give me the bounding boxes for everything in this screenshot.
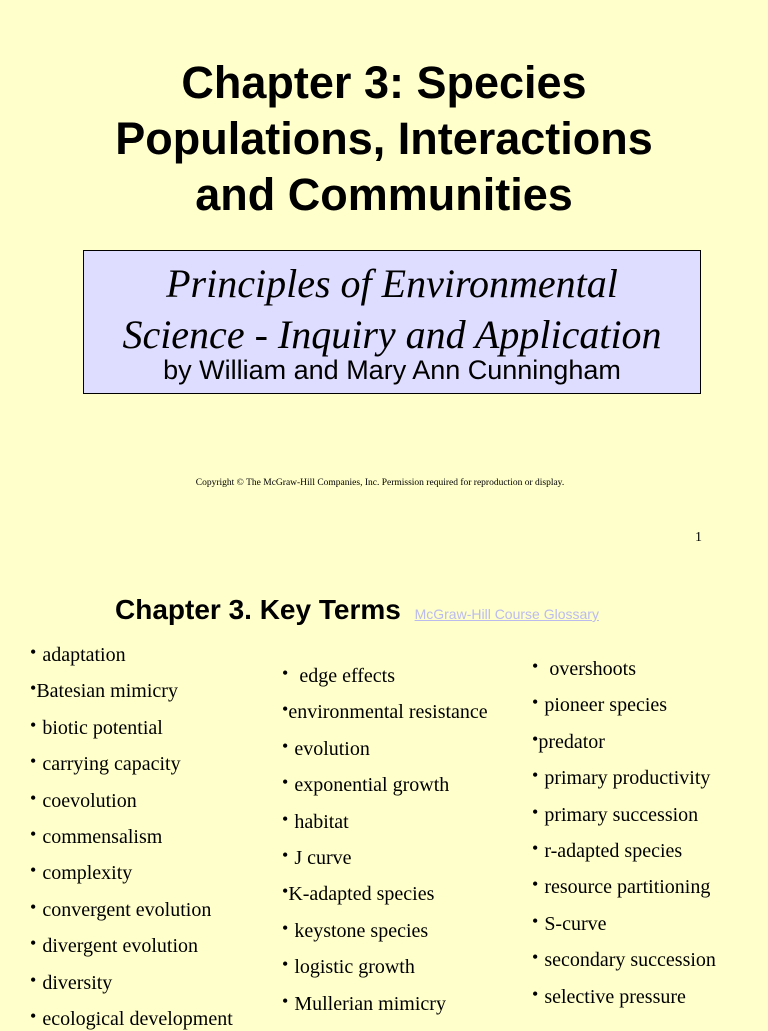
book-authors: by William and Mary Ann Cunningham — [163, 355, 621, 385]
key-term-label: predator — [538, 731, 605, 753]
key-term-label: overshoots — [544, 658, 636, 680]
key-term-label: r-adapted species — [544, 840, 683, 862]
key-term-item — [30, 789, 137, 813]
key-term-label: logistic growth — [294, 956, 415, 978]
bullet-icon: • — [30, 824, 37, 844]
key-term-label: Mullerian mimicry — [294, 993, 446, 1015]
key-term-item — [30, 825, 162, 849]
key-term-label: edge effects — [294, 665, 395, 687]
key-term-label: carrying capacity — [42, 753, 181, 775]
key-term-label: convergent evolution — [42, 899, 212, 921]
key-term-label: selective pressure — [544, 986, 686, 1008]
bullet-icon: • — [30, 678, 37, 698]
key-term-item — [30, 934, 198, 958]
key-term-item — [532, 875, 710, 899]
bullet-icon: • — [532, 874, 539, 894]
key-term-item — [532, 912, 607, 936]
key-term-label: pioneer species — [544, 694, 668, 716]
key-term-label: exponential growth — [294, 774, 450, 796]
key-term-item — [532, 985, 686, 1009]
key-term-item — [282, 737, 370, 761]
key-term-item — [282, 882, 434, 906]
key-term-item — [282, 992, 446, 1016]
key-terms-heading: Chapter 3. Key Terms — [115, 594, 401, 625]
key-term-item — [282, 955, 415, 979]
key-term-item — [30, 898, 211, 922]
bullet-icon: • — [532, 984, 539, 1004]
bullet-icon: • — [282, 772, 289, 792]
slide-title-line: Populations, Interactions — [115, 113, 653, 164]
key-term-item — [532, 657, 636, 681]
key-term-label: S-curve — [544, 913, 607, 935]
bullet-icon: • — [282, 736, 289, 756]
bullet-icon: • — [30, 897, 37, 917]
bullet-icon: • — [30, 642, 37, 662]
bullet-icon: • — [532, 729, 539, 749]
bullet-icon: • — [532, 802, 539, 822]
key-term-label: coevolution — [42, 790, 137, 812]
bullet-icon: • — [282, 881, 289, 901]
key-term-item — [30, 971, 112, 995]
glossary-link[interactable]: McGraw-Hill Course Glossary — [414, 606, 599, 622]
slide-title-line: and Communities — [195, 169, 573, 220]
key-term-item — [30, 643, 126, 667]
key-term-item — [282, 810, 349, 834]
key-terms-title — [115, 594, 599, 626]
key-term-item — [282, 664, 395, 688]
key-term-label: environmental resistance — [288, 701, 488, 723]
key-term-label: Batesian mimicry — [36, 680, 178, 702]
key-term-label: J curve — [294, 847, 352, 869]
bullet-icon: • — [30, 788, 37, 808]
key-term-label: complexity — [42, 862, 133, 884]
key-term-item — [30, 1007, 233, 1031]
bullet-icon: • — [30, 860, 37, 880]
book-title-line: Science - Inquiry and Application — [122, 312, 662, 357]
key-term-item — [532, 730, 605, 754]
key-term-item — [30, 716, 163, 740]
key-term-label: divergent evolution — [42, 935, 199, 957]
key-term-label: resource partitioning — [544, 876, 711, 898]
book-title — [84, 251, 700, 360]
copyright-notice: Copyright © The McGraw-Hill Companies, Inc. Permission required for reproduction or display. — [195, 478, 565, 488]
bullet-icon: • — [532, 947, 539, 967]
bullet-icon: • — [30, 933, 37, 953]
key-term-item — [30, 752, 181, 776]
key-term-item — [282, 700, 488, 724]
bullet-icon: • — [282, 954, 289, 974]
bullet-icon: • — [30, 751, 37, 771]
bullet-icon: • — [30, 1006, 37, 1026]
bullet-icon: • — [532, 911, 539, 931]
bullet-icon: • — [282, 809, 289, 829]
key-term-item — [532, 948, 716, 972]
bullet-icon: • — [282, 699, 289, 719]
book-title-line: Principles of Environmental — [166, 261, 618, 306]
bullet-icon: • — [282, 991, 289, 1011]
key-term-label: ecological development — [42, 1008, 233, 1030]
key-term-item — [532, 693, 667, 717]
key-term-item — [532, 803, 698, 827]
key-term-label: primary succession — [544, 804, 699, 826]
bullet-icon: • — [282, 918, 289, 938]
bullet-icon: • — [30, 970, 37, 990]
key-term-label: K-adapted species — [288, 883, 435, 905]
bullet-icon: • — [532, 692, 539, 712]
page-number: 1 — [695, 530, 702, 545]
key-term-label: evolution — [294, 738, 370, 760]
book-info-box — [83, 250, 701, 394]
bullet-icon: • — [532, 656, 539, 676]
key-term-item — [282, 846, 352, 870]
slide-title — [0, 55, 768, 223]
key-term-item — [282, 919, 428, 943]
slide-title-line: Chapter 3: Species — [181, 57, 587, 108]
key-term-label: primary productivity — [544, 767, 711, 789]
key-term-item — [532, 839, 682, 863]
key-term-label: keystone species — [294, 920, 429, 942]
key-term-label: biotic potential — [42, 717, 163, 739]
bullet-icon: • — [30, 715, 37, 735]
bullet-icon: • — [282, 663, 289, 683]
key-term-label: habitat — [294, 811, 349, 833]
key-term-item — [30, 861, 132, 885]
key-term-label: secondary succession — [544, 949, 716, 971]
key-term-label: commensalism — [42, 826, 163, 848]
key-term-label: adaptation — [42, 644, 126, 666]
key-term-item — [282, 773, 449, 797]
key-term-item — [30, 679, 178, 703]
bullet-icon: • — [532, 838, 539, 858]
bullet-icon: • — [532, 765, 539, 785]
key-term-label: diversity — [42, 972, 113, 994]
bullet-icon: • — [282, 845, 289, 865]
key-term-item — [532, 766, 710, 790]
